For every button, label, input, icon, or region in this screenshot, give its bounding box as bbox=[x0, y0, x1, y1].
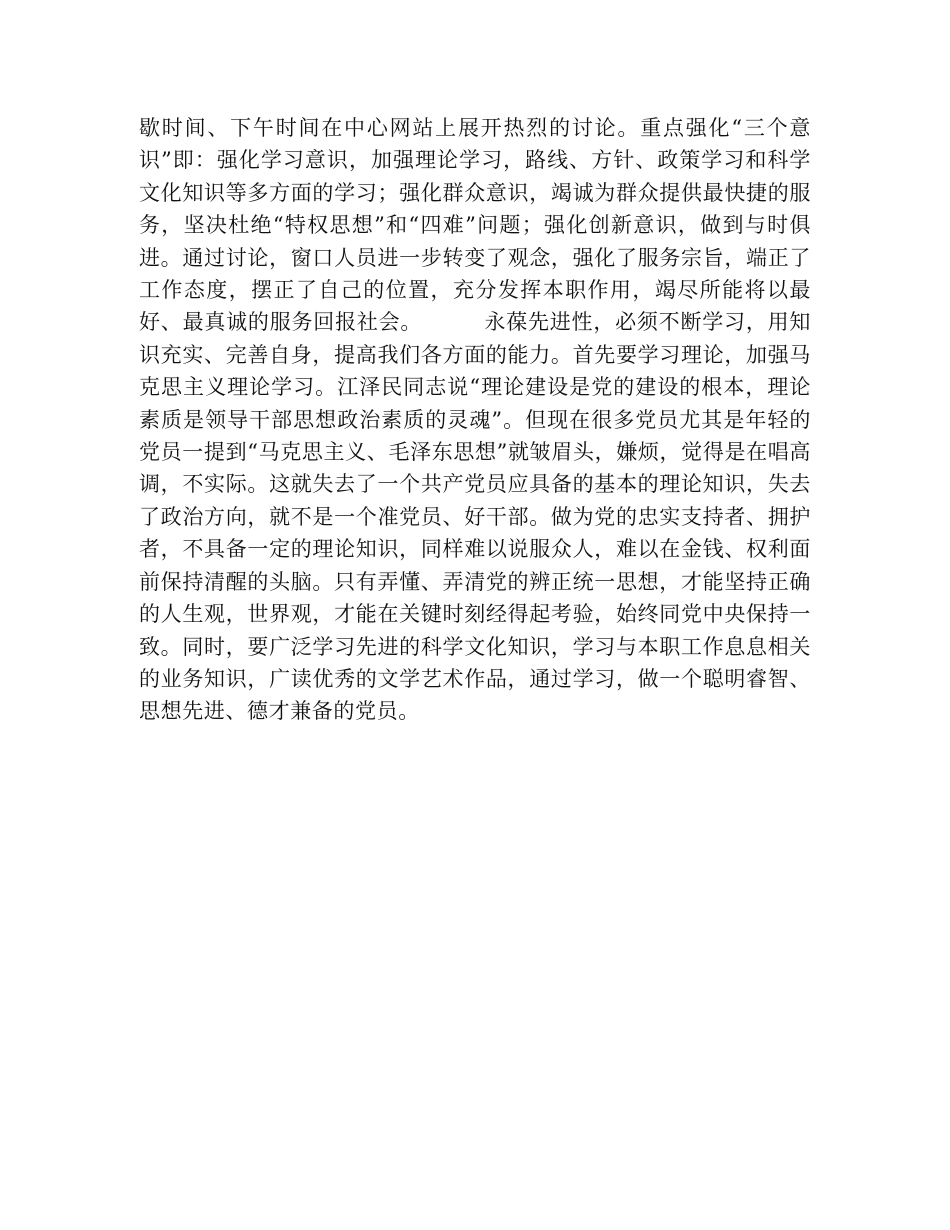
body-paragraph bbox=[139, 112, 811, 728]
paragraph-text-part2: 永葆先进性，必须不断学习，用知识充实、完善自身，提高我们各方面的能力。首先要学习理论，加强马克思主义理论学习。江泽民同志说“理论建设是党的建设的根本，理论素质是领导干部思想政治素质的灵魂”。但现在很多党员尤其是年轻的党员一提到“马克思主义、毛泽东思想”就皱眉头，嫌烦，觉得是在唱高调，不实际。这就失去了一个共产党员应具备的基本的理论知识，失去了政治方向，就不是一个准党员、好干部。做为党的忠实支持者、拥护者，不具备一定的理论知识，同样难以说服众人，难以在金钱、权利面前保持清醒的头脑。只有弄懂、弄清党的辨正统一思想，才能坚持正确的人生观，世界观，才能在关键时刻经得起考验，始终同党中央保持一致。同时，要广泛学习先进的科学文化知识，学习与本职工作息息相关的业务知识，广读优秀的文学艺术作品，通过学习，做一个聪明睿智、思想先进、德才兼备的党员。 bbox=[139, 310, 811, 724]
paragraph-text-part1: 歇时间、下午时间在中心网站上展开热烈的讨论。重点强化“三个意识”即：强化学习意识，加强理论学习，路线、方针、政策学习和科学文化知识等多方面的学习；强化群众意识，竭诚为群众提供最快捷的服务，坚决杜绝“特权思想”和“四难”问题；强化创新意识，做到与时俱进。通过讨论，窗口人员进一步转变了观念，强化了服务宗旨，端正了工作态度，摆正了自己的位置，充分发挥本职作用，竭尽所能将以最好、最真诚的服务回报社会。 bbox=[139, 116, 811, 335]
